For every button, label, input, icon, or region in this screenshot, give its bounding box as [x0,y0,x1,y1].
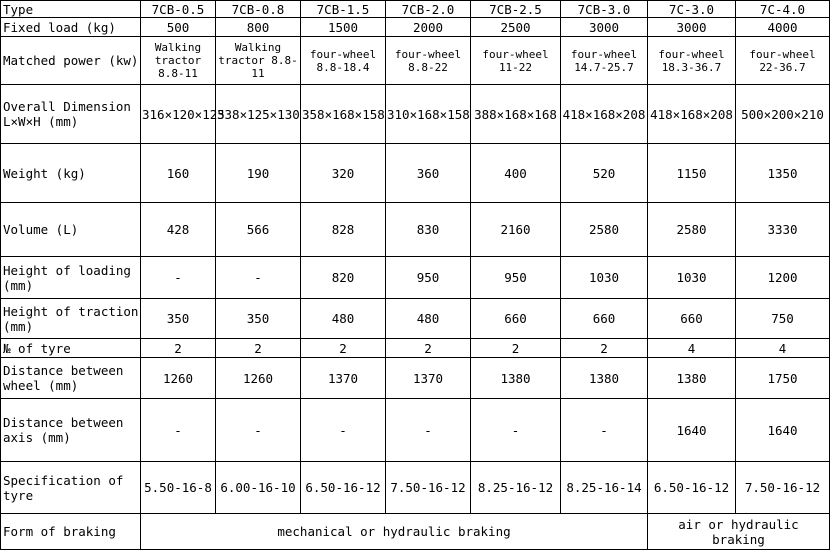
cell-distance-between-axis: - [216,399,301,462]
cell-height-of-loading: 1030 [561,257,648,299]
cell-matched-power: four-wheel 22-36.7 [736,37,830,85]
row-label-form-of-braking: Form of braking [1,514,141,550]
cell-distance-between-wheel: 1260 [141,358,216,399]
cell-volume: 2580 [648,203,736,257]
cell-weight: 160 [141,144,216,203]
cell-type: 7C-3.0 [648,1,736,18]
cell-overall-dimension: 388×168×168 [471,85,561,144]
cell-height-of-loading: 950 [471,257,561,299]
cell-height-of-traction: 480 [301,299,386,339]
cell-number-of-tyre: 2 [386,339,471,358]
cell-specification-of-tyre: 5.50-16-8 [141,462,216,514]
cell-volume: 428 [141,203,216,257]
cell-distance-between-wheel: 1380 [561,358,648,399]
row-matched-power [1,37,830,85]
row-label-fixed-load: Fixed load (kg) [1,18,141,37]
cell-weight: 360 [386,144,471,203]
cell-volume: 2580 [561,203,648,257]
row-label-specification-of-tyre: Specification of tyre [1,462,141,514]
cell-height-of-loading: 820 [301,257,386,299]
cell-type: 7CB-3.0 [561,1,648,18]
cell-height-of-loading: 1030 [648,257,736,299]
cell-overall-dimension: 418×168×208 [648,85,736,144]
cell-number-of-tyre: 4 [736,339,830,358]
row-label-type: Type [1,1,141,18]
row-label-number-of-tyre: № of tyre [1,339,141,358]
row-label-matched-power: Matched power (kw) [1,37,141,85]
cell-overall-dimension: 316×120×125 [141,85,216,144]
cell-distance-between-wheel: 1380 [471,358,561,399]
cell-specification-of-tyre: 7.50-16-12 [736,462,830,514]
cell-height-of-traction: 480 [386,299,471,339]
cell-specification-of-tyre: 8.25-16-12 [471,462,561,514]
braking-air-hydraulic: air or hydraulic braking [648,514,830,550]
cell-distance-between-axis: - [141,399,216,462]
cell-number-of-tyre: 2 [216,339,301,358]
row-specification-of-tyre [1,462,830,514]
cell-weight: 400 [471,144,561,203]
cell-type: 7CB-0.8 [216,1,301,18]
cell-number-of-tyre: 2 [301,339,386,358]
row-weight [1,144,830,203]
cell-overall-dimension: 500×200×210 [736,85,830,144]
cell-height-of-loading: - [216,257,301,299]
row-number-of-tyre [1,339,830,358]
cell-number-of-tyre: 4 [648,339,736,358]
row-label-overall-dimension: Overall Dimension L×W×H (mm) [1,85,141,144]
cell-height-of-traction: 350 [216,299,301,339]
cell-overall-dimension: 358×168×158 [301,85,386,144]
row-fixed-load [1,18,830,37]
cell-volume: 566 [216,203,301,257]
row-height-of-traction [1,299,830,339]
cell-overall-dimension: 338×125×130 [216,85,301,144]
cell-distance-between-axis: - [471,399,561,462]
cell-matched-power: four-wheel 8.8-22 [386,37,471,85]
cell-distance-between-axis: - [301,399,386,462]
cell-distance-between-axis: 1640 [736,399,830,462]
cell-type: 7C-4.0 [736,1,830,18]
cell-distance-between-wheel: 1380 [648,358,736,399]
cell-volume: 830 [386,203,471,257]
row-overall-dimension [1,85,830,144]
cell-matched-power: four-wheel 11-22 [471,37,561,85]
cell-height-of-loading: 1200 [736,257,830,299]
cell-type: 7CB-0.5 [141,1,216,18]
cell-number-of-tyre: 2 [561,339,648,358]
cell-distance-between-axis: 1640 [648,399,736,462]
cell-distance-between-wheel: 1260 [216,358,301,399]
cell-matched-power: four-wheel 14.7-25.7 [561,37,648,85]
row-label-height-of-loading: Height of loading (mm) [1,257,141,299]
row-label-weight: Weight (kg) [1,144,141,203]
cell-volume: 3330 [736,203,830,257]
cell-number-of-tyre: 2 [471,339,561,358]
row-label-height-of-traction: Height of traction (mm) [1,299,141,339]
braking-mechanical-hydraulic: mechanical or hydraulic braking [141,514,648,550]
cell-specification-of-tyre: 6.50-16-12 [301,462,386,514]
cell-matched-power: four-wheel 18.3-36.7 [648,37,736,85]
row-distance-between-wheel [1,358,830,399]
cell-weight: 1150 [648,144,736,203]
cell-type: 7CB-2.5 [471,1,561,18]
row-form-of-braking [1,514,830,550]
cell-weight: 320 [301,144,386,203]
cell-height-of-traction: 660 [561,299,648,339]
cell-overall-dimension: 310×168×158 [386,85,471,144]
cell-weight: 190 [216,144,301,203]
cell-matched-power: Walking tractor 8.8-11 [216,37,301,85]
cell-height-of-traction: 660 [648,299,736,339]
cell-height-of-traction: 660 [471,299,561,339]
cell-type: 7CB-2.0 [386,1,471,18]
cell-height-of-loading: 950 [386,257,471,299]
cell-distance-between-wheel: 1370 [301,358,386,399]
cell-volume: 828 [301,203,386,257]
cell-fixed-load: 3000 [561,18,648,37]
row-type [1,1,830,18]
cell-number-of-tyre: 2 [141,339,216,358]
cell-weight: 520 [561,144,648,203]
cell-fixed-load: 2000 [386,18,471,37]
cell-weight: 1350 [736,144,830,203]
cell-height-of-traction: 350 [141,299,216,339]
cell-distance-between-axis: - [386,399,471,462]
row-label-distance-between-wheel: Distance between wheel (mm) [1,358,141,399]
cell-type: 7CB-1.5 [301,1,386,18]
cell-specification-of-tyre: 6.00-16-10 [216,462,301,514]
cell-fixed-load: 4000 [736,18,830,37]
row-distance-between-axis [1,399,830,462]
row-volume [1,203,830,257]
cell-specification-of-tyre: 6.50-16-12 [648,462,736,514]
cell-fixed-load: 1500 [301,18,386,37]
cell-distance-between-axis: - [561,399,648,462]
cell-volume: 2160 [471,203,561,257]
cell-distance-between-wheel: 1370 [386,358,471,399]
cell-fixed-load: 500 [141,18,216,37]
cell-height-of-loading: - [141,257,216,299]
row-height-of-loading [1,257,830,299]
cell-distance-between-wheel: 1750 [736,358,830,399]
cell-specification-of-tyre: 7.50-16-12 [386,462,471,514]
cell-matched-power: four-wheel 8.8-18.4 [301,37,386,85]
cell-height-of-traction: 750 [736,299,830,339]
row-label-volume: Volume (L) [1,203,141,257]
cell-specification-of-tyre: 8.25-16-14 [561,462,648,514]
cell-fixed-load: 3000 [648,18,736,37]
cell-matched-power: Walking tractor 8.8-11 [141,37,216,85]
cell-fixed-load: 800 [216,18,301,37]
cell-overall-dimension: 418×168×208 [561,85,648,144]
cell-fixed-load: 2500 [471,18,561,37]
row-label-distance-between-axis: Distance between axis (mm) [1,399,141,462]
